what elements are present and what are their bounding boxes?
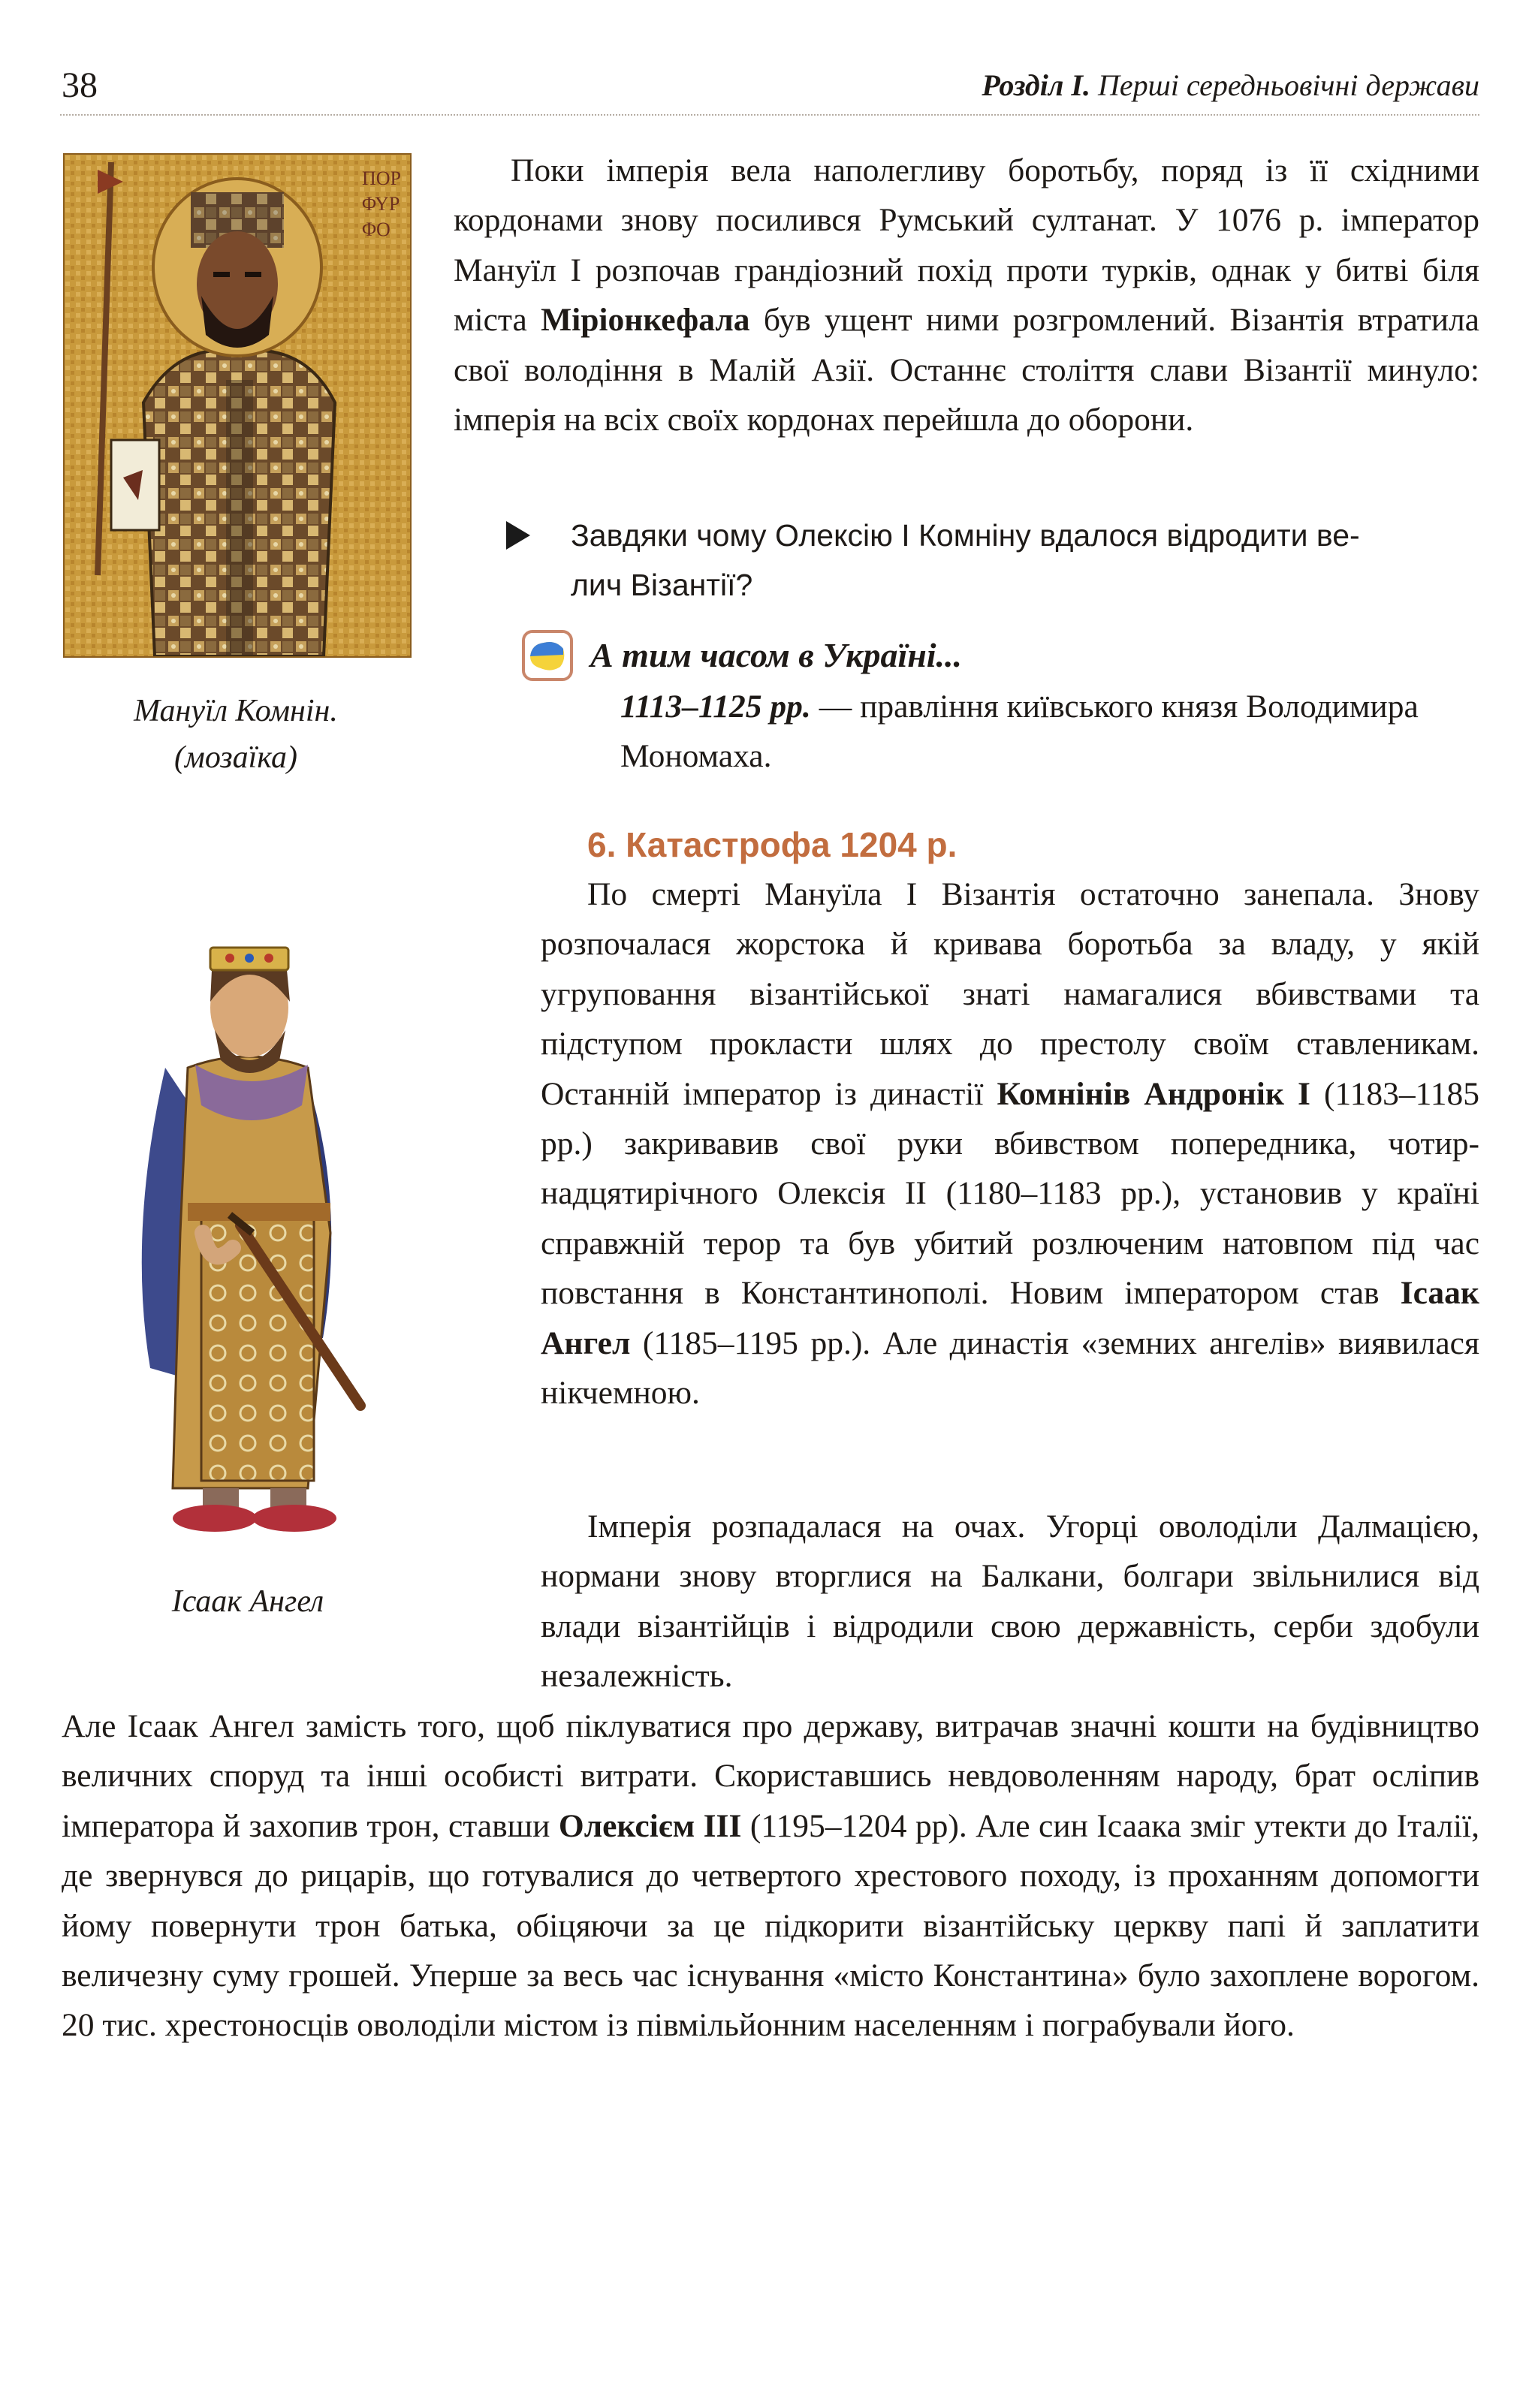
- svg-text:ΦΟ: ΦΟ: [362, 218, 391, 240]
- meanwhile-ukraine-text: 1113–1125 рр. — правління київського князя Володимира Мономаха.: [620, 689, 1419, 774]
- header-divider: [60, 114, 1479, 116]
- term-andronikos: Комнінів Андронік І: [997, 1075, 1310, 1112]
- mosaic-caption-note: (мозаїка): [174, 740, 297, 775]
- ukraine-dates: 1113–1125 рр.: [620, 689, 811, 725]
- ukraine-map-icon: [521, 629, 574, 682]
- term-myriokephalon: Міріонкефала: [541, 302, 750, 339]
- svg-text:ΦΥΡ: ΦΥΡ: [362, 193, 400, 215]
- isaac-caption: Ісаак Ангел: [171, 1584, 324, 1619]
- term-alexios-iii: Олексієм III: [558, 1807, 742, 1844]
- mosaic-caption: [63, 688, 409, 781]
- paragraph-empire-collapse: Імперія розпадалася на очах. Угорці оволоділи Далмацією, нормани знову вторглися на Балкани, болгари звільнилися від влади візантійців і відродили свою державність, серби здобули незалежність.: [541, 1508, 1479, 1695]
- svg-text:ПОР: ПОР: [362, 167, 402, 189]
- section-title: Перші середньовічні держави: [1097, 68, 1479, 102]
- review-question: Завдяки чому Олексію І Комніну вдалося відродити ве- лич Візантії?: [571, 518, 1360, 602]
- manuel-mosaic-image: [63, 153, 412, 658]
- page-number: 38: [62, 65, 98, 105]
- section-label: Розділ І.: [982, 68, 1090, 102]
- section-heading: 6. Катастрофа 1204 р.: [587, 825, 957, 864]
- triangle-bullet-icon: [506, 521, 530, 550]
- running-header: [982, 63, 1479, 108]
- paragraph-fourth-crusade: Але Ісаак Ангел замість того, щоб піклуватися про державу, витрачав значні кошти на будівництво величних споруд та інші особисті витрати. Скориставшись невдоволенням народу, брат осліпив імператора й захопив трон, ставши Олексієм III (1195–1204 рр). Але син Ісаака зміг утекти до Італії, де звернувся до рицарів, що готувалися до четвертого хрестового походу, із проханням допомогти йому повернути трон батька, обіцяючи за це підкорити візантійську церкву папі й заплатити величезну суму грошей. Уперше за весь час існування «місто Константина» було захоплене ворогом. 20 тис. хрестоносців оволоділи містом із півмільйонним населенням і пограбували його.: [62, 1708, 1479, 2044]
- term-isaac-angel: Ісаак Ангел: [541, 1275, 1479, 1361]
- isaac-angel-illustration: [83, 918, 413, 1541]
- meanwhile-ukraine-title: А тим часом в Україні...: [590, 636, 963, 674]
- mosaic-caption-name: Мануїл Комнін.: [134, 694, 338, 728]
- paragraph-rum-sultanate: Поки імперія вела наполегливу боротьбу, поряд із її східними кордонами знову посилився Румський султанат. У 1076 р. імператор Мануїл I розпочав грандіозний похід проти турків, однак у битві біля міста Міріонкефала був ущент ними розгромлений. Візантія втратила свої володіння в Малій Азії. Останнє століття слави Візантії минуло: імперія на всіх своїх кордонах перейшла до оборони.: [454, 152, 1479, 439]
- paragraph-komnenos-decline: По смерті Мануїла I Візантія остаточно занепала. Знову розпочалася жорстока й кривава боротьба за владу, у якій угруповання візантійської знаті намагалися вбивствами та підступом прокласти шлях до престолу своїм ставленикам. Останній імператор із династії Комнінів Андронік І (1183–1185 рр.) закривавив свої руки вбивством попередника, чотирнадцятирічного Олексія II (1180–1183 рр.), установив у країні справжній терор та був убитий розлюченим натовпом під час повстання в Константинополі. Новим імператором став Ісаак Ангел (1185–1195 рр.). Але династія «земних ангелів» виявилася нікчемною.: [541, 876, 1479, 1412]
- page-header: [60, 63, 1479, 108]
